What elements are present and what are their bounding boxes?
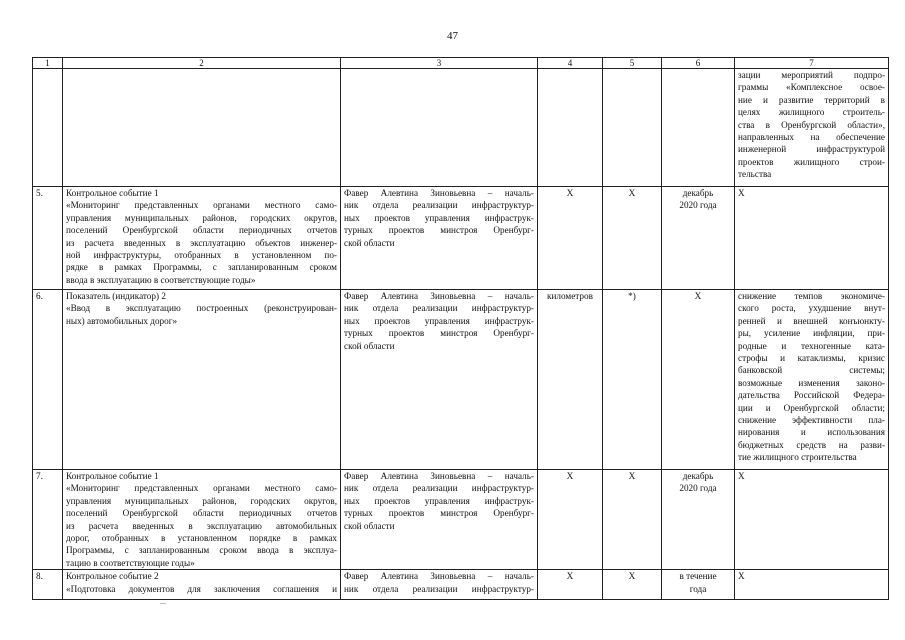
cell-risks bbox=[735, 187, 889, 290]
cell-num: 8. bbox=[33, 570, 63, 600]
text-line: ник отдела реализации инфраструктур- bbox=[344, 303, 534, 314]
page-number: 47 bbox=[447, 30, 458, 42]
text-line: строфы и катаклизмы, кризис bbox=[738, 353, 885, 364]
event-title: Показатель (индикатор) 2 bbox=[66, 291, 166, 301]
cell-num: 7. bbox=[33, 470, 63, 570]
text-line: управления муниципальных районов, городских округов, bbox=[66, 495, 337, 506]
text-line: ных проектов управления инфраструк- bbox=[344, 495, 534, 506]
text-line: Х bbox=[738, 471, 745, 481]
cell-event bbox=[63, 570, 341, 600]
text-line: турных проектов минстроя Оренбург- bbox=[344, 508, 534, 519]
column-number-header bbox=[33, 58, 889, 69]
cell-col5: Х bbox=[603, 470, 662, 570]
text-line: родные и техногенные ката- bbox=[738, 340, 885, 351]
column-header: 7 bbox=[735, 58, 889, 69]
cell-num: 5. bbox=[33, 187, 63, 290]
column-header: 3 bbox=[341, 58, 538, 69]
cell-deadline bbox=[662, 470, 735, 570]
column-header: 2 bbox=[63, 58, 341, 69]
cell-event bbox=[63, 187, 341, 290]
cell-responsible bbox=[341, 69, 538, 187]
text-line: тельства bbox=[738, 169, 772, 180]
text-line: декабрь bbox=[682, 471, 714, 481]
text-line: ской области bbox=[344, 237, 395, 248]
text-line: Программы, с запланированным сроком ввода в эксплуа- bbox=[66, 545, 337, 556]
cell-responsible bbox=[341, 290, 538, 470]
text-line: снижение темпов экономиче- bbox=[738, 291, 885, 301]
text-line: в течение bbox=[679, 571, 717, 582]
column-header: 6 bbox=[662, 58, 735, 69]
text-line: ской области bbox=[344, 340, 395, 351]
scan-mark bbox=[160, 603, 166, 604]
table-row bbox=[33, 290, 889, 470]
cell-responsible bbox=[341, 570, 538, 600]
text-line: рядке в рамках Программы, с запланированным сроком bbox=[66, 262, 337, 273]
cell-deadline bbox=[662, 290, 735, 470]
plan-table bbox=[32, 57, 889, 600]
cell-col5 bbox=[603, 69, 662, 187]
cell-unit bbox=[538, 69, 603, 187]
text-line: дательства Российской Федера- bbox=[738, 390, 885, 401]
column-header: 1 bbox=[33, 58, 63, 69]
text-line: Х bbox=[694, 291, 702, 301]
cell-risks bbox=[735, 470, 889, 570]
text-line: тие жилищного строительства bbox=[738, 452, 857, 463]
text-line: ренней и внешней конъюнкту- bbox=[738, 315, 885, 326]
text-line: бюджетных средств на разви- bbox=[738, 439, 885, 450]
text-line: Фавер Алевтина Зиновьевна – началь- bbox=[344, 571, 534, 582]
cell-risks bbox=[735, 290, 889, 470]
text-line: ской области bbox=[344, 520, 395, 531]
cell-col5: Х bbox=[603, 570, 662, 600]
text-line: зации мероприятий подпро- bbox=[738, 70, 885, 80]
cell-num: 6. bbox=[33, 290, 63, 470]
table-row bbox=[33, 187, 889, 290]
text-line: управления муниципальных районов, городских округов, bbox=[66, 212, 337, 223]
cell-unit: Х bbox=[538, 470, 603, 570]
cell-risks bbox=[735, 69, 889, 187]
cell-col5: Х bbox=[603, 187, 662, 290]
cell-num bbox=[33, 69, 63, 187]
text-line: ввода в эксплуатацию в соответствующие годы» bbox=[66, 274, 256, 285]
text-line: из расчета введенных в эксплуатацию объектов инженер- bbox=[66, 237, 337, 248]
column-header: 4 bbox=[538, 58, 603, 69]
text-line: ных) автомобильных дорог» bbox=[66, 315, 178, 326]
cell-unit: километров bbox=[538, 290, 603, 470]
cell-col5: *) bbox=[603, 290, 662, 470]
text-line: ных проектов управления инфраструк- bbox=[344, 212, 534, 223]
text-line: декабрь bbox=[682, 188, 714, 198]
cell-risks bbox=[735, 570, 889, 600]
text-line: поселений Оренбургской области периодичных отчетов bbox=[66, 225, 337, 236]
cell-event bbox=[63, 470, 341, 570]
text-line: ние и развитие территорий в bbox=[738, 94, 885, 105]
cell-deadline bbox=[662, 187, 735, 290]
cell-deadline bbox=[662, 69, 735, 187]
text-line: из расчета введенных в эксплуатацию автомобильных bbox=[66, 520, 337, 531]
text-line: банковской системы; bbox=[738, 365, 885, 376]
cell-unit: Х bbox=[538, 187, 603, 290]
cell-responsible bbox=[341, 470, 538, 570]
text-line: ник отдела реализации инфраструктур- bbox=[344, 200, 534, 211]
text-line: инженерной инфраструктурой bbox=[738, 144, 885, 155]
table-row bbox=[33, 570, 889, 600]
text-line: «Подготовка документов для заключения соглашения и bbox=[66, 583, 337, 594]
text-line: ции и Оренбургской области; bbox=[738, 402, 885, 413]
text-line: 2020 года bbox=[679, 200, 717, 211]
text-line: поселений Оренбургской области периодичных отчетов bbox=[66, 508, 337, 519]
text-line: снижение эффективности пла- bbox=[738, 415, 885, 426]
text-line: ных проектов управления инфраструк- bbox=[344, 315, 534, 326]
text-line: Фавер Алевтина Зиновьевна – началь- bbox=[344, 471, 534, 481]
text-line: Х bbox=[738, 188, 745, 198]
event-title: Контрольное событие 1 bbox=[66, 188, 159, 198]
cell-event bbox=[63, 69, 341, 187]
text-line: нирования и использования bbox=[738, 427, 885, 438]
text-line: направленных на обеспечение bbox=[738, 132, 885, 143]
text-line: ры, усиление инфляции, при- bbox=[738, 328, 885, 339]
event-title: Контрольное событие 1 bbox=[66, 471, 159, 481]
text-line: Х bbox=[738, 571, 745, 582]
text-line: «Мониторинг представленных органами местного само- bbox=[66, 200, 337, 211]
text-line: целях жилищного строитель- bbox=[738, 107, 885, 118]
cell-responsible bbox=[341, 187, 538, 290]
text-line: проектов жилищного строи- bbox=[738, 156, 885, 167]
cell-unit: Х bbox=[538, 570, 603, 600]
text-line: Фавер Алевтина Зиновьевна – началь- bbox=[344, 291, 534, 301]
text-line: турных проектов минстроя Оренбург- bbox=[344, 225, 534, 236]
text-line: Фавер Алевтина Зиновьевна – началь- bbox=[344, 188, 534, 198]
text-line: ства в Оренбургской области», bbox=[738, 119, 885, 130]
cell-deadline bbox=[662, 570, 735, 600]
text-line: года bbox=[689, 583, 707, 594]
text-line: ной инфраструктуры, отобранных в установленном по- bbox=[66, 250, 337, 261]
text-line: 2020 года bbox=[679, 483, 717, 494]
text-line: ник отдела реализации инфраструктур- bbox=[344, 583, 534, 594]
table-row bbox=[33, 470, 889, 570]
text-line: дорог, отобранных в установленном порядке в рамках bbox=[66, 533, 337, 544]
text-line: ник отдела реализации инфраструктур- bbox=[344, 483, 534, 494]
continuation-row bbox=[33, 69, 889, 187]
text-line: граммы «Комплексное освое- bbox=[738, 82, 885, 93]
text-line: «Мониторинг представленных органами местного само- bbox=[66, 483, 337, 494]
text-line: тацию в соответствующие годы» bbox=[66, 557, 195, 568]
text-line: «Ввод в эксплуатацию построенных (реконструирован- bbox=[66, 303, 337, 314]
cell-event bbox=[63, 290, 341, 470]
text-line: турных проектов минстроя Оренбург- bbox=[344, 328, 534, 339]
column-header: 5 bbox=[603, 58, 662, 69]
text-line: ского роста, ухудшение внут- bbox=[738, 303, 885, 314]
event-title: Контрольное событие 2 bbox=[66, 571, 159, 582]
text-line: возможные изменения законо- bbox=[738, 377, 885, 388]
